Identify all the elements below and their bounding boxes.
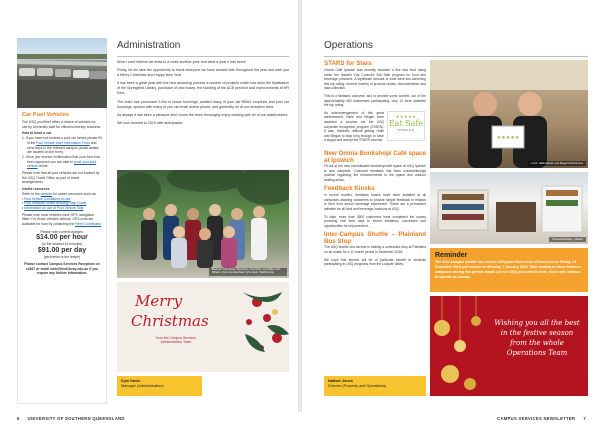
section-rule — [324, 56, 588, 57]
ops-signoff — [324, 376, 426, 396]
body-paragraph: We look forward to 2019 with anticipation. — [117, 120, 184, 125]
step-2: 2. Once you receive confirmation that your form has been approved you are able to book your pool vehicle online. — [22, 154, 100, 169]
resource-item: • Information on use of Pool Vehicle Tolls — [22, 205, 84, 210]
car-pool-graphic — [17, 38, 107, 108]
step-1: 1. If you have not booked a pool car before please fill in the Pool Vehicle User Information Form and send back to the relevant campus (email details are located on the form). — [22, 136, 102, 155]
kiosks-paragraph: In recent months, feedback kiosks have been installed at all campuses allowing customers to provide simple feedback in relation to their food and/or beverage experience. These are a permanent initiative for all food and beverage locations at USQ. — [324, 193, 426, 212]
car-pool-sidebar — [17, 108, 107, 404]
omnia-heading: New Omnia Bookshop/ Café space at Ipswich — [324, 149, 426, 164]
useful-heading: Useful resources — [22, 187, 50, 192]
price-per-hour: $14.00 per hour — [36, 234, 88, 242]
book-pool-vehicle-link[interactable]: book your pool vehicle — [27, 159, 97, 169]
eat-safe-sub: IPSWICH — [397, 128, 415, 133]
resource-list — [22, 197, 102, 211]
eat-safe-logo-text — [388, 119, 424, 128]
shuttle-paragraph: We hope this service will be of particular benefit to students participating in USQ programs from the Lockyer Valley. — [324, 257, 426, 267]
price-per-day: $91.00 per day — [37, 247, 87, 255]
useful-post: for useful resources such as: — [52, 191, 97, 196]
xmas-subtitle: from the Campus Services Administration Team — [156, 336, 196, 344]
logo-safe: Safe — [405, 119, 424, 129]
body-paragraph: The team has processed 100s of venue bookings, audited many of your aid RBAS enquiries and pool car bookings, spoken with many of you via email and/or phone, and generally on at our reception area. — [117, 99, 289, 109]
stars-paragraph: This is a fantastic outcome, and to provide some context, out of the approximately 400 businesses participating, only 12 were awarded the top rating. — [324, 93, 426, 108]
sidebar-title: Car Pool Vehicles — [22, 112, 69, 118]
section-rule — [117, 56, 289, 57]
signoff-name: Nathan Jones — [328, 379, 353, 383]
signoff-role: Director (Property and Operations) — [328, 384, 387, 388]
signoff-name: Kym Davis — [121, 379, 141, 383]
body-paragraph: Wow I can't believe we draw to a close another year and what a year it has been! — [117, 60, 246, 64]
price-day-note: (whichever is the lesser) — [43, 255, 81, 260]
left-page — [0, 0, 298, 421]
stars-photo-graphic — [430, 60, 588, 168]
sidebar-intro: The USQ pool fleet offers a choice of vehicles for use by University staff for official university business. — [22, 120, 102, 129]
useful-pre: Refer to the — [22, 191, 41, 196]
reminder-heading: Reminder — [435, 252, 468, 259]
page-number: 7 — [583, 415, 586, 421]
fleet-coordinator-link[interactable]: Fleet Coordinator — [75, 222, 102, 227]
footer-text: CAMPUS SERVICES NEWSLETTER — [497, 415, 576, 421]
body-paragraph: It has been a great year with the new awarding process a number of projects which has seen the finalisation of the Springfield Library, purchase of new buses, the building of the ACE precinct and improvements at HR Kent. — [117, 81, 289, 96]
reminder-text: The inter-campus shuttle bus service will pause from close of business on Friday, 14 December 2018 and resume on Monday, 7 January 2019. Staff wishing to travel between campuses during this period should use the USQ pool vehicle fleet, which will continue to operate as normal. — [435, 260, 581, 279]
resource-link[interactable]: Information on use of Pool Vehicle Tolls — [24, 205, 84, 210]
omnia-photo-graphic — [430, 172, 588, 244]
page-number: 6 — [17, 415, 20, 421]
step-1-text: If you have not booked a pool car before please fill in the — [25, 136, 102, 145]
omnia-photo — [430, 172, 588, 244]
footer-text: UNIVERSITY OF SOUTHERN QUEENSLAND — [27, 415, 125, 421]
signoff-role: Manager (Administration) — [121, 384, 164, 388]
omnia-paragraph: Fit-out of the new consolidated bookshop/café space at USQ Ipswich is now complete. Customer feedback has been overwhelmingly positive regarding the enhancements to the space and outdoor seating areas. — [324, 163, 426, 182]
team-photo-graphic — [117, 170, 289, 278]
gps-note — [22, 213, 102, 227]
price-hour-note: (or the nearest 15 minutes) — [41, 242, 83, 247]
resource-item: • Pool Vehicle Conditions of Use — [22, 196, 71, 201]
eat-safe-logo — [387, 111, 425, 141]
ops-xmas-message: Wishing you all the best in the festive season from the whole Operations Team — [494, 319, 580, 357]
how-to-heading: How to book a car — [22, 131, 52, 136]
stars-photo — [430, 60, 588, 168]
booking-note: Please note that all pool vehicles are not booked by the USQ Travel Office as part of travel arrangements. — [22, 171, 100, 185]
admin-signoff — [117, 376, 202, 396]
contact-info: Please contact Campus Services Reception on x2837 or email web@fleet@usq.edu.au if you require any further information. — [24, 261, 100, 276]
stars-paragraph: As acknowledgement of this great achievement, Halle and Megan were awarded a voucher via the USQ corporate recognition program (STARS). It was, however, difficult getting Halle and Megan to stop long enough to have a cuppa and accept the STARS voucher. — [324, 110, 384, 143]
step-2-text: Once you receive confirmation that your form has been approved you are able to — [25, 154, 100, 164]
resource-item: • Pool Vehicles Online Booking Help Guide — [22, 201, 87, 206]
gps-note-text: Please note most vehicles have GPS navigation fitted. For those vehicles without, GPS units are available for loan by contacting the — [22, 212, 95, 227]
stars-photo-caption: L to R: Halle Matsen and Megan Fitzsimmons — [528, 161, 586, 166]
team-photo-caption: Back row: Fiona Moore, Bree Myers, Tony Brown, Amy Baker, Kerri Williams. Front row: Alana Bank, Kyrra Jacob, Vicki Brunning — [209, 268, 287, 276]
stars-heading: STARS for Stars — [324, 60, 372, 67]
pool-vehicle-form-link[interactable]: Pool Vehicle User Information Form — [36, 140, 90, 145]
step-1-tail: and send back to the relevant campus (email details are located on the form). — [27, 140, 99, 155]
stars-paragraph: Omnia Café Ipswich was recently awarded a five star food rating under the Ipswich City Council's Eat Safe program for food and beverage providers. A significant amount of work went into achieving this top rating; several months of process review, documentation and data collection. — [324, 68, 426, 91]
resource-link[interactable]: Pool Vehicle Conditions of Use — [24, 196, 71, 201]
section-title: Operations — [324, 40, 373, 51]
kiosks-paragraph: To date, more than 3500 customers have completed the survey providing real time data to inform initiatives, successes and opportunities for improvement. — [324, 214, 426, 228]
svg-text:★★★★★: ★★★★★ — [496, 135, 520, 141]
website-link[interactable]: website — [40, 191, 53, 196]
admin-team-photo — [117, 170, 289, 278]
step-2-tail: online. — [37, 164, 49, 169]
eat-safe-stars: ★★★★★ — [395, 113, 417, 119]
right-footer — [386, 412, 586, 424]
shuttle-heading: Inter-Campus Shuttle – Plainland Bus Stop — [324, 231, 426, 246]
xmas-christmas: Christmas — [131, 312, 209, 330]
section-title: Administration — [117, 40, 181, 51]
logo-eat: Eat — [388, 119, 403, 129]
charges-label: Please note current charges: — [40, 229, 84, 234]
omnia-photo-caption: Omnia Bookshop - Ipswich — [549, 237, 586, 242]
shuttle-paragraph: The USQ shuttle bus service is trialling a scheduled stop at Plainland on all routes for a 12 month period in December 2018. — [324, 245, 426, 255]
car-pool-photo — [17, 38, 107, 108]
resource-link[interactable]: Pool Vehicles Online Booking Help Guide — [24, 201, 87, 206]
right-page — [302, 0, 600, 421]
operations-column — [324, 60, 426, 270]
admin-body — [117, 60, 289, 129]
left-footer — [17, 412, 217, 424]
reminder-box — [430, 248, 588, 292]
kiosks-heading: Feedback Kiosks — [324, 185, 375, 193]
operations-christmas-card — [430, 296, 588, 396]
body-paragraph: Firstly, let me take the opportunity to thank everyone we have worked with throughout the year and wish you a Merry Christmas and Happy New Year. — [117, 68, 289, 78]
xmas-merry: Merry — [135, 292, 183, 310]
admin-christmas-card — [117, 282, 289, 372]
body-paragraph: As always it has been a pleasure and I know the team thoroughly enjoy working with all of our stakeholders. — [117, 112, 289, 117]
